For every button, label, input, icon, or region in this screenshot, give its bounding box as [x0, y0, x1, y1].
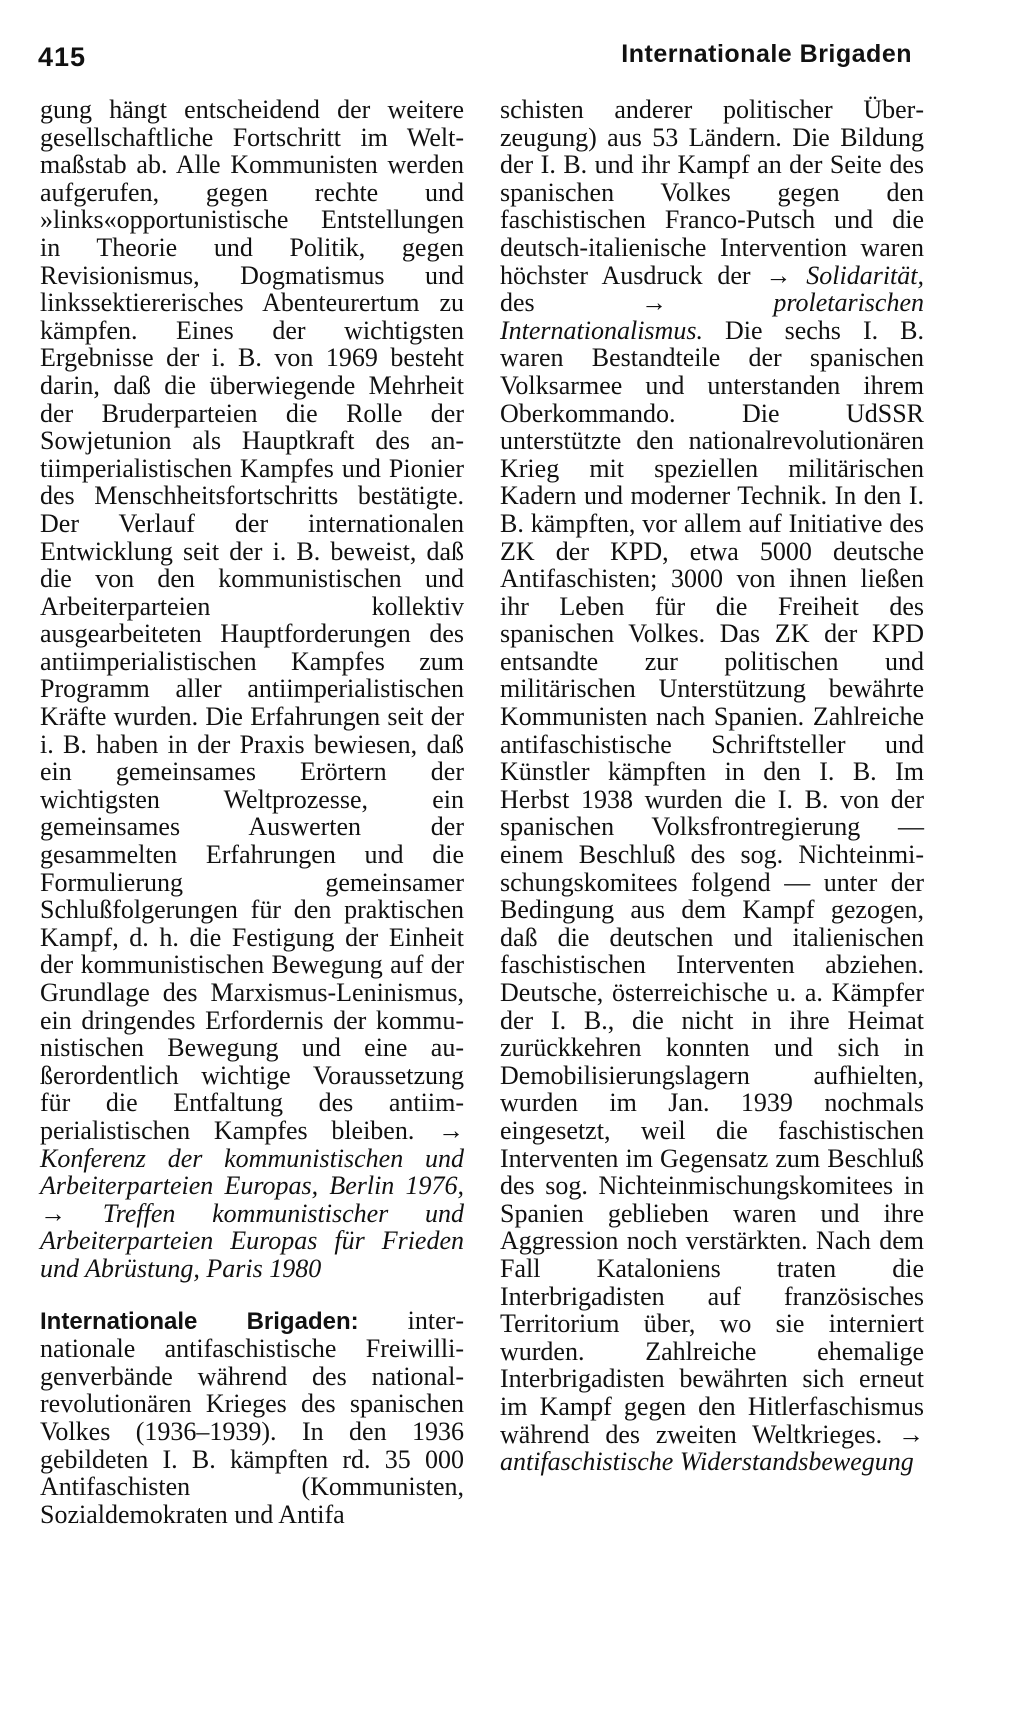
left-column [40, 96, 464, 1528]
cross-reference-link[interactable]: Solidarität, [806, 260, 924, 290]
body-text: schisten anderer politischer Überzeugung) aus 53 Ländern. Die Bildung der I. B. und ihr Kampf an der Seite des spanischen Volkes gegen den faschistischen Franco-Putsch und die deutsch-italienische Intervention waren höchster Ausdruck der [500, 95, 924, 290]
cross-reference-link[interactable]: proletarischen Internationalismus. [500, 288, 925, 345]
cross-reference-link[interactable]: Konferenz der kommunistischen und Arbeiterparteien Europas, Berlin 1976, [40, 1143, 464, 1201]
entry-internationale-brigaden [40, 1307, 464, 1529]
arrow-icon: → [438, 1115, 465, 1145]
arrow-icon: → [898, 1419, 924, 1449]
running-title: Internationale Brigaden [621, 40, 912, 68]
cross-reference-link[interactable]: Treffen kommunistischer und Arbeiterparteien Europas für Frieden und Abrüstung, Paris 1980 [40, 1198, 465, 1283]
paragraph-continued [500, 96, 924, 1476]
right-column [500, 96, 924, 1476]
arrow-icon: → [40, 1198, 66, 1228]
arrow-icon: → [765, 260, 792, 290]
entry-title: Internationale Brigaden: [40, 1307, 359, 1335]
cross-reference-link[interactable]: antifaschistische Widerstandsbewegung [500, 1447, 914, 1477]
entry-text: internationale antifaschistische Freiwilligenverbände während des nationalrevolutionären Krieges des spanischen Volkes (1936–1939). In den 1936 gebildeten I. B. kämpften rd. 35 000 Antifaschisten (Kommunisten, Sozialdemokraten und Antifa [40, 1305, 464, 1529]
body-text: gung hängt entscheidend der weitere gesellschaftliche Fortschritt im Weltmaßstab ab. Alle Kommunisten werden aufgerufen, gegen rechte und »links«opportunistische Entstellungen in Theorie und Politik, gegen Revisionismus, Dogmatismus und linkssektiererisches Abenteurertum zu kämpfen. Eines der wichtigsten Ergebnisse der i. B. von 1969 besteht darin, daß die überwiegende Mehrheit der Bruderparteien die Rolle der Sowjetunion als Hauptkraft des antiimperialistischen Kampfes und Pionier des Menschheitsfortschritts bestätigte. Der Verlauf der internationalen Entwicklung seit der i. B. beweist, daß die von den kommunistischen und Arbeiterparteien kollektiv ausgearbeiteten Hauptforderungen des antiimperialistischen Kampfes zum Programm aller antiimperialistischen Kräfte wurden. Die Erfahrungen seit der i. B. haben in der Praxis bewiesen, daß ein gemeinsames Erörtern der wichtigsten Weltprozesse, ein gemeinsames Auswerten der gesammelten Erfahrungen und die Formulierung gemeinsamer Schlußfolgerungen für den praktischen Kampf, d. h. die Festigung der Einheit der kommunistischen Bewegung auf der Grundlage des Marxismus-Leninismus, ein dringendes Erfordernis der kommunistischen Bewegung und eine außerordentlich wichtige Voraussetzung für die Entfaltung des antiimperialistischen Kampfes bleiben. [40, 95, 464, 1145]
body-text: des [500, 288, 535, 318]
arrow-icon: → [641, 288, 667, 318]
page-number: 415 [38, 42, 87, 72]
body-text: Die sechs I. B. waren Bestandteile der spanischen Volksarmee und unterstanden ihrem Oberkommando. Die UdSSR unterstützte den nationalrevolutionären Krieg mit speziellen militärischen Kadern und moderner Technik. In den I. B. kämpften, vor allem auf Initiative des ZK der KPD, etwa 5000 deutsche Antifaschisten; 3000 von ihnen ließen ihr Leben für die Freiheit des spanischen Volkes. Das ZK der KPD entsandte zur politischen und militärischen Unterstützung bewährte Kommunisten nach Spanien. Zahlreiche antifaschistische Schriftsteller und Künstler kämpften in den I. B. Im Herbst 1938 wurden die I. B. von der spanischen Volksfrontregierung — einem Beschluß des sog. Nichteinmischungskomitees folgend — unter der Bedingung aus dem Kampf gezogen, daß die deutschen und italienischen faschistischen Interventen abziehen. Deutsche, österreichische u. a. Kämpfer der I. B., die nicht in ihre Heimat zurückkehren konnten und sich in Demobilisierungslagern aufhielten, wurden im Jan. 1939 nochmals eingesetzt, weil die faschistischen Interventen im Gegensatz zum Beschluß des sog. Nichteinmischungskomitees in Spanien geblieben waren und ihre Aggression noch verstärkten. Nach dem Fall Kataloniens traten die Interbrigadisten auf französisches Territorium über, wo sie interniert wurden. Zahlreiche ehemalige Interbrigadisten bewährten sich erneut im Kampf gegen den Hitlerfaschismus während des zweiten Weltkrieges. [500, 315, 924, 1449]
paragraph-continued [40, 96, 464, 1283]
